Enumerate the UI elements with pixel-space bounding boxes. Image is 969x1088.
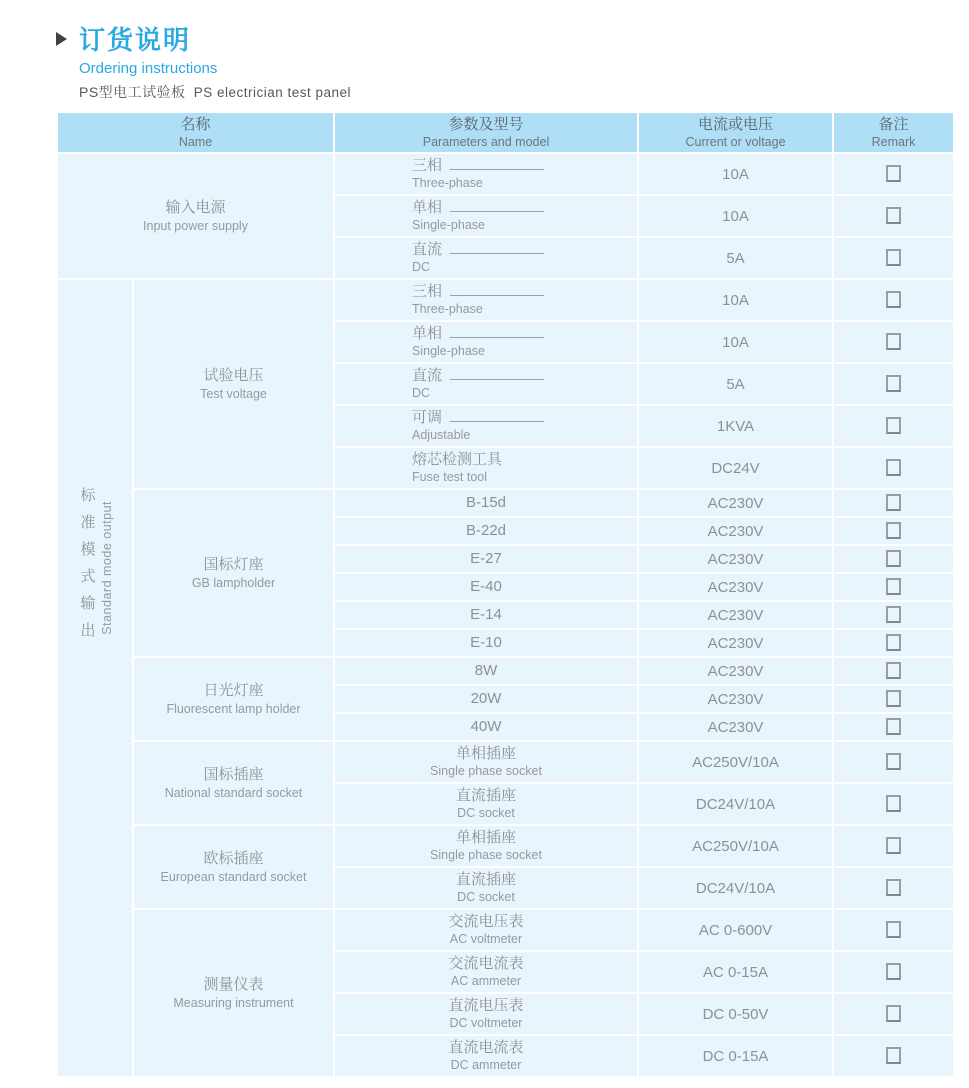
remark-cell (833, 517, 954, 545)
remark-checkbox[interactable] (886, 634, 901, 651)
header-current: 电流或电压 Current or voltage (638, 112, 833, 153)
remark-cell (833, 783, 954, 825)
value-cell: AC230V (638, 685, 833, 713)
remark-cell (833, 825, 954, 867)
param-cell: E-27 (334, 545, 638, 573)
remark-cell (833, 363, 954, 405)
remark-checkbox[interactable] (886, 690, 901, 707)
remark-checkbox[interactable] (886, 963, 901, 980)
remark-cell (833, 153, 954, 195)
page-subtitle (79, 82, 969, 102)
table-row (57, 153, 954, 195)
remark-checkbox[interactable] (886, 879, 901, 896)
vertical-label-zh: 标准模式输出 (78, 487, 96, 649)
header-remark: 备注 Remark (833, 112, 954, 153)
remark-checkbox[interactable] (886, 662, 901, 679)
param-cell: 三相 Three-phase (334, 279, 638, 321)
param-cell: B-15d (334, 489, 638, 517)
page-subtitle-zh: PS型电工试验板 (79, 84, 186, 100)
remark-cell (833, 447, 954, 489)
remark-cell (833, 601, 954, 629)
remark-checkbox[interactable] (886, 165, 901, 182)
value-cell: 1KVA (638, 405, 833, 447)
value-cell: DC24V (638, 447, 833, 489)
value-cell: AC230V (638, 601, 833, 629)
table-row (57, 825, 954, 867)
param-cell: 单相插座 Single phase socket (334, 825, 638, 867)
remark-checkbox[interactable] (886, 921, 901, 938)
fill-in-line (450, 242, 544, 254)
param-cell: E-40 (334, 573, 638, 601)
remark-cell (833, 951, 954, 993)
section-test-voltage: 试验电压 Test voltage (133, 279, 334, 489)
remark-cell (833, 629, 954, 657)
page-subtitle-en: PS electrician test panel (193, 85, 352, 100)
section-gb-lampholder: 国标灯座 GB lampholder (133, 489, 334, 657)
remark-checkbox[interactable] (886, 207, 901, 224)
fill-in-line (450, 410, 544, 422)
param-cell: 直流 DC (334, 363, 638, 405)
remark-checkbox[interactable] (886, 417, 901, 434)
header-parameters: 参数及型号 Parameters and model (334, 112, 638, 153)
table-row (57, 489, 954, 517)
remark-checkbox[interactable] (886, 550, 901, 567)
param-cell: E-10 (334, 629, 638, 657)
remark-cell (833, 545, 954, 573)
remark-checkbox[interactable] (886, 494, 901, 511)
remark-checkbox[interactable] (886, 753, 901, 770)
remark-checkbox[interactable] (886, 1005, 901, 1022)
remark-cell (833, 237, 954, 279)
value-cell: AC250V/10A (638, 825, 833, 867)
param-cell: 直流插座 DC socket (334, 867, 638, 909)
param-cell: 交流电流表 AC ammeter (334, 951, 638, 993)
section-measuring-instrument: 测量仪表 Measuring instrument (133, 909, 334, 1077)
value-cell: 10A (638, 195, 833, 237)
remark-cell (833, 993, 954, 1035)
value-cell: AC250V/10A (638, 741, 833, 783)
value-cell: AC230V (638, 713, 833, 741)
remark-cell (833, 489, 954, 517)
remark-cell (833, 741, 954, 783)
remark-checkbox[interactable] (886, 1047, 901, 1064)
remark-checkbox[interactable] (886, 522, 901, 539)
remark-checkbox[interactable] (886, 375, 901, 392)
page-header (56, 0, 969, 102)
header-name: 名称 Name (57, 112, 334, 153)
param-cell: 三相 Three-phase (334, 153, 638, 195)
fill-in-line (450, 368, 544, 380)
param-cell: B-22d (334, 517, 638, 545)
section-marker-icon (56, 32, 67, 46)
remark-cell (833, 909, 954, 951)
table-row (57, 657, 954, 685)
section-input-power: 输入电源 Input power supply (57, 153, 334, 279)
value-cell: DC 0-50V (638, 993, 833, 1035)
value-cell: AC230V (638, 657, 833, 685)
param-cell: 直流插座 DC socket (334, 783, 638, 825)
remark-cell (833, 279, 954, 321)
remark-cell (833, 713, 954, 741)
ordering-table (56, 111, 955, 1078)
param-cell: 20W (334, 685, 638, 713)
value-cell: DC24V/10A (638, 867, 833, 909)
param-cell: 单相 Single-phase (334, 195, 638, 237)
value-cell: 5A (638, 363, 833, 405)
remark-checkbox[interactable] (886, 249, 901, 266)
section-national-standard-socket: 国标插座 National standard socket (133, 741, 334, 825)
param-cell: 40W (334, 713, 638, 741)
remark-cell (833, 685, 954, 713)
remark-cell (833, 657, 954, 685)
standard-mode-output-cell (57, 279, 133, 1077)
fill-in-line (450, 284, 544, 296)
section-european-standard-socket: 欧标插座 European standard socket (133, 825, 334, 909)
table-header-row (57, 112, 954, 153)
remark-checkbox[interactable] (886, 718, 901, 735)
param-cell: 直流电流表 DC ammeter (334, 1035, 638, 1077)
value-cell: AC230V (638, 517, 833, 545)
value-cell: AC230V (638, 629, 833, 657)
fill-in-line (450, 200, 544, 212)
remark-cell (833, 405, 954, 447)
remark-checkbox[interactable] (886, 606, 901, 623)
page-title: 订货说明 (79, 25, 192, 55)
remark-checkbox[interactable] (886, 333, 901, 350)
param-cell: 直流电压表 DC voltmeter (334, 993, 638, 1035)
param-cell: 单相插座 Single phase socket (334, 741, 638, 783)
table-row (57, 279, 954, 321)
remark-cell (833, 321, 954, 363)
page-title-en: Ordering instructions (79, 60, 218, 77)
value-cell: 10A (638, 321, 833, 363)
fill-in-line (450, 158, 544, 170)
remark-cell (833, 867, 954, 909)
table-row (57, 909, 954, 951)
value-cell: AC 0-15A (638, 951, 833, 993)
remark-cell (833, 573, 954, 601)
param-cell: 可调 Adjustable (334, 405, 638, 447)
param-cell: 直流 DC (334, 237, 638, 279)
value-cell: 10A (638, 279, 833, 321)
value-cell: 10A (638, 153, 833, 195)
fill-in-line (450, 326, 544, 338)
table-row (57, 741, 954, 783)
remark-checkbox[interactable] (886, 795, 901, 812)
value-cell: AC230V (638, 489, 833, 517)
param-cell: 单相 Single-phase (334, 321, 638, 363)
value-cell: AC 0-600V (638, 909, 833, 951)
param-cell: 熔芯检测工具 Fuse test tool (334, 447, 638, 489)
value-cell: AC230V (638, 573, 833, 601)
remark-cell (833, 195, 954, 237)
remark-checkbox[interactable] (886, 459, 901, 476)
section-fluorescent-lamp-holder: 日光灯座 Fluorescent lamp holder (133, 657, 334, 741)
param-cell: 交流电压表 AC voltmeter (334, 909, 638, 951)
remark-cell (833, 1035, 954, 1077)
param-cell: 8W (334, 657, 638, 685)
remark-checkbox[interactable] (886, 837, 901, 854)
value-cell: DC24V/10A (638, 783, 833, 825)
value-cell: 5A (638, 237, 833, 279)
value-cell: AC230V (638, 545, 833, 573)
remark-checkbox[interactable] (886, 578, 901, 595)
value-cell: DC 0-15A (638, 1035, 833, 1077)
vertical-label-en: Standard mode output (99, 501, 114, 635)
param-cell: E-14 (334, 601, 638, 629)
remark-checkbox[interactable] (886, 291, 901, 308)
